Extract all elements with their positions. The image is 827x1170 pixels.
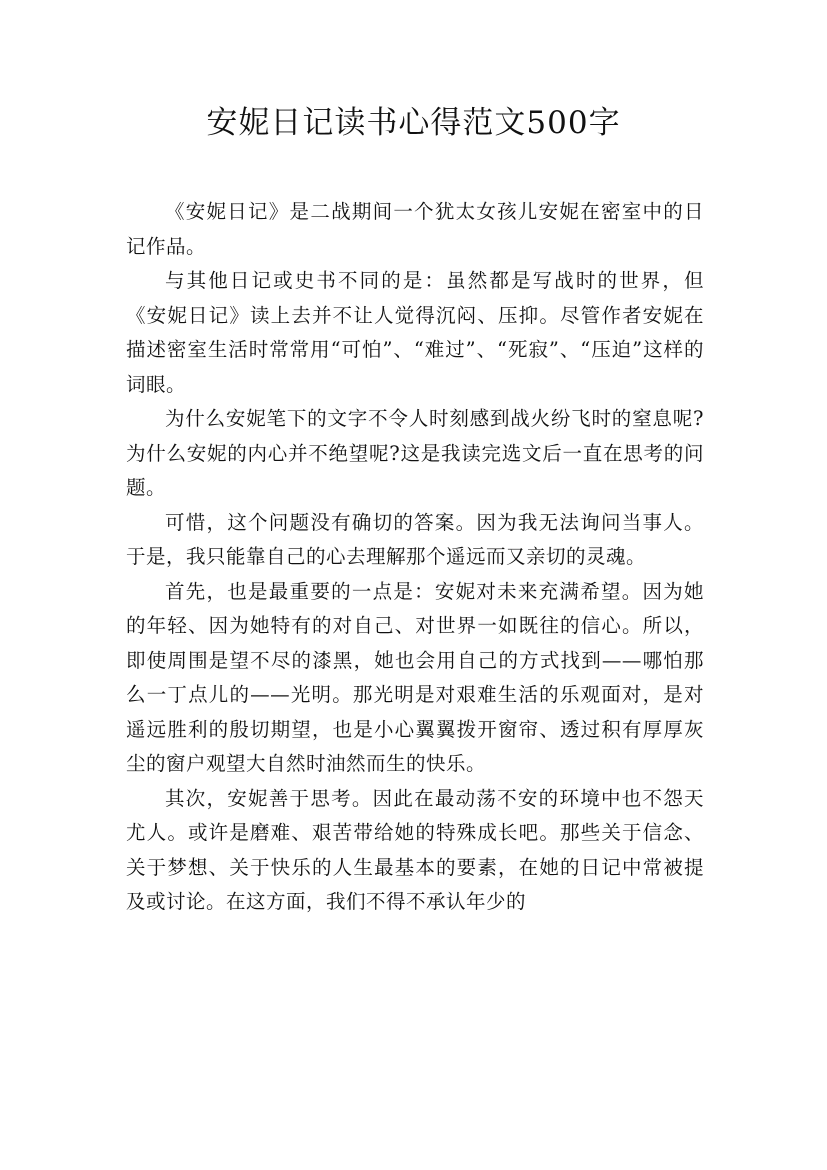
paragraph-5: 首先，也是最重要的一点是：安妮对未来充满希望。因为她的年轻、因为她特有的对自己、对世界一如既往的信心。所以，即使周围是望不尽的漆黑，她也会用自己的方式找到——哪怕那么一丁点儿的——光明。那光明是对艰难生活的乐观面对，是对遥远胜利的殷切期望，也是小心翼翼拨开窗帘、透过积有厚厚灰尘的窗户观望大自然时油然而生的快乐。 [126, 579, 704, 775]
paragraph-4: 可惜，这个问题没有确切的答案。因为我无法询问当事人。于是，我只能靠自己的心去理解那个遥远而又亲切的灵魂。 [126, 510, 704, 568]
document-body [126, 195, 704, 920]
page-title: 安妮日记读书心得范文500字 [206, 105, 621, 141]
paragraph-2: 与其他日记或史书不同的是：虽然都是写战时的世界，但《安妮日记》读上去并不让人觉得沉闷、压抑。尽管作者安妮在描述密室生活时常常用“可怕”、“难过”、“死寂”、“压迫”这样的词眼。 [126, 269, 704, 396]
paragraph-1: 《安妮日记》是二战期间一个犹太女孩儿安妮在密室中的日记作品。 [126, 200, 704, 258]
paragraph-6: 其次，安妮善于思考。因此在最动荡不安的环境中也不怨天尤人。或许是磨难、艰苦带给她的特殊成长吧。那些关于信念、关于梦想、关于快乐的人生最基本的要素，在她的日记中常被提及或讨论。在这方面，我们不得不承认年少的 [126, 786, 704, 913]
paragraph-3: 为什么安妮笔下的文字不令人时刻感到战火纷飞时的窒息呢?为什么安妮的内心并不绝望呢?这是我读完选文后一直在思考的问题。 [126, 407, 704, 499]
